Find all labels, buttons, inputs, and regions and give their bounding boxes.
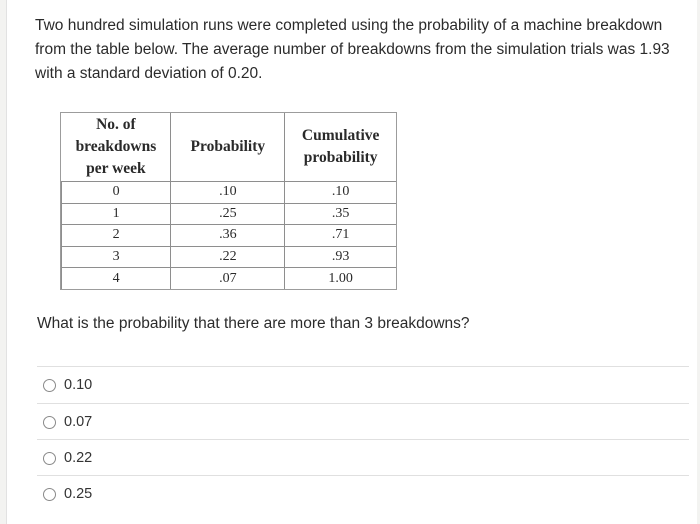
cell-probability: .10: [171, 182, 285, 204]
answer-option-label: 0.07: [64, 414, 93, 430]
answer-option-label: 0.25: [64, 486, 93, 502]
cell-breakdowns: 2: [62, 225, 171, 247]
table-row: [62, 225, 397, 247]
cell-probability: .22: [171, 246, 285, 268]
cell-breakdowns: 3: [62, 246, 171, 268]
cell-probability: .07: [171, 268, 285, 289]
cell-cumulative: 1.00: [285, 268, 396, 289]
option-divider: [37, 439, 689, 440]
radio-button-icon[interactable]: [43, 379, 56, 392]
radio-button-icon[interactable]: [43, 488, 56, 501]
option-divider: [37, 475, 689, 476]
header-cumulative-line1: Cumulative: [301, 127, 380, 144]
cell-cumulative: .35: [285, 203, 396, 225]
option-divider: [37, 366, 689, 367]
header-probability: Probability: [190, 138, 266, 155]
cell-breakdowns: 1: [62, 203, 171, 225]
header-cumulative-line2: probability: [303, 149, 378, 166]
table-header-row: [62, 113, 397, 182]
answer-option-3[interactable]: [43, 450, 92, 466]
header-breakdowns-line2: breakdowns: [75, 138, 157, 155]
radio-button-icon[interactable]: [43, 452, 56, 465]
answer-option-1[interactable]: [43, 377, 92, 393]
answer-option-label: 0.10: [64, 377, 93, 393]
probability-table-grid: [61, 113, 396, 289]
option-divider: [37, 403, 689, 404]
header-cumulative: [285, 113, 396, 182]
cell-probability: .36: [171, 225, 285, 247]
answer-option-2[interactable]: [43, 414, 92, 430]
cell-cumulative: .71: [285, 225, 396, 247]
table-row: [62, 182, 397, 204]
table-row: [62, 246, 397, 268]
question-intro: Two hundred simulation runs were completed using the probability of a machine breakdown from the table below. The average number of breakdowns from the simulation trials was 1.93 with a standard deviation of 0.20.: [35, 17, 670, 82]
radio-button-icon[interactable]: [43, 416, 56, 429]
answer-option-label: 0.22: [64, 450, 93, 466]
cell-breakdowns: 4: [62, 268, 171, 289]
probability-table: [60, 112, 397, 290]
table-row: [62, 203, 397, 225]
table-row: [62, 268, 397, 289]
question-page: [6, 0, 697, 524]
answer-option-4[interactable]: [43, 486, 92, 502]
cell-cumulative: .10: [285, 182, 396, 204]
header-breakdowns-line3: per week: [86, 160, 146, 177]
cell-cumulative: .93: [285, 246, 396, 268]
cell-probability: .25: [171, 203, 285, 225]
question-text: What is the probability that there are more than 3 breakdowns?: [37, 315, 470, 332]
header-breakdowns: [62, 113, 171, 182]
cell-breakdowns: 0: [62, 182, 171, 204]
header-breakdowns-line1: No. of: [96, 116, 136, 133]
